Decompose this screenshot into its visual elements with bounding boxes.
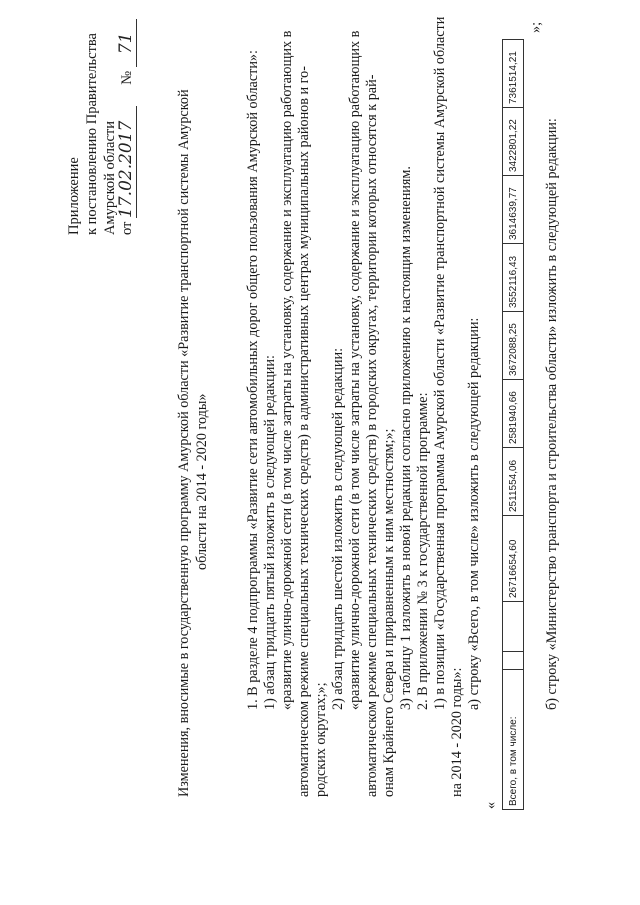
date-field bbox=[118, 106, 137, 218]
body-line-8: автоматическом режиме специальных технических средств) в городских округах, территории которых относятся к рай- bbox=[364, 74, 380, 797]
body-line-15: б) строку «Министерство транспорта и строительства области» изложить в следующей редакции: bbox=[544, 118, 560, 710]
table-cell: 2581940,66 bbox=[503, 380, 524, 448]
body-line-7: «развитие улично-дорожной сети (в том числе затраты на установку, содержание и эксплуатацию работающих в bbox=[347, 30, 363, 710]
body-line-5: родских округах;»; bbox=[313, 682, 329, 797]
appendix-region-line: Амурской области bbox=[102, 121, 118, 235]
body-line-9: онам Крайнего Севера и приравненным к ним местностям;»; bbox=[381, 428, 397, 797]
values-table bbox=[502, 39, 524, 810]
body-line-1: 1. В разделе 4 подпрограммы «Развитие сети автомобильных дорог общего пользования Амурской области»: bbox=[245, 50, 261, 710]
table-cell bbox=[503, 602, 524, 652]
table-cell: 7361514,21 bbox=[503, 40, 524, 108]
closing-quote: »; bbox=[528, 21, 544, 33]
appendix-decree-line: к постановлению Правительства bbox=[84, 33, 100, 235]
body-line-10: 3) таблицу 1 изложить в новой редакции согласно приложению к настоящим изменениям. bbox=[398, 166, 414, 710]
body-line-2: 1) абзац тридцать пятый изложить в следующей редакции: bbox=[262, 355, 278, 710]
date-prefix: от bbox=[119, 221, 135, 235]
body-line-11: 2. В приложении № 3 к государственной программе: bbox=[415, 392, 431, 710]
table-row bbox=[503, 40, 524, 810]
table-cell: 3552116,43 bbox=[503, 244, 524, 312]
number-field bbox=[118, 19, 137, 67]
appendix-title: Приложение bbox=[66, 157, 82, 235]
document-title-line-1: Изменения, вносимые в государственную программу Амурской области «Развитие транспортной системы Амурской bbox=[176, 89, 192, 797]
body-line-4: автоматическом режиме специальных технических средств) в административных центрах муниципальных районов и го- bbox=[296, 66, 312, 797]
opening-quote: « bbox=[483, 801, 499, 809]
table-cell bbox=[503, 652, 524, 670]
body-line-13: на 2014 - 2020 годы»: bbox=[449, 667, 465, 797]
row-label-cell: Всего, в том числе: bbox=[503, 670, 524, 810]
table-cell: 3672088,25 bbox=[503, 312, 524, 380]
table-cell: 26716654,60 bbox=[503, 516, 524, 602]
table-cell: 3614639,77 bbox=[503, 176, 524, 244]
body-line-3: «развитие улично-дорожной сети (в том числе затраты на установку, содержание и эксплуатацию работающих в bbox=[279, 30, 295, 710]
document-title-line-2: области на 2014 - 2020 годы» bbox=[194, 393, 210, 570]
handwritten-date: 17.02.2017 bbox=[116, 120, 136, 218]
table-cell: 2511554,06 bbox=[503, 448, 524, 516]
body-line-14: а) строку «Всего, в том числе» изложить в следующей редакции: bbox=[466, 317, 482, 710]
appendix-date-line bbox=[118, 19, 137, 235]
table-cell: 3422801,22 bbox=[503, 108, 524, 176]
body-line-12: 1) в позиции «Государственная программа Амурской области «Развитие транспортной системы Амурской области bbox=[432, 16, 448, 710]
body-line-6: 2) абзац тридцать шестой изложить в следующей редакции: bbox=[330, 347, 346, 710]
handwritten-number: 71 bbox=[116, 32, 136, 55]
number-prefix: № bbox=[119, 70, 135, 85]
